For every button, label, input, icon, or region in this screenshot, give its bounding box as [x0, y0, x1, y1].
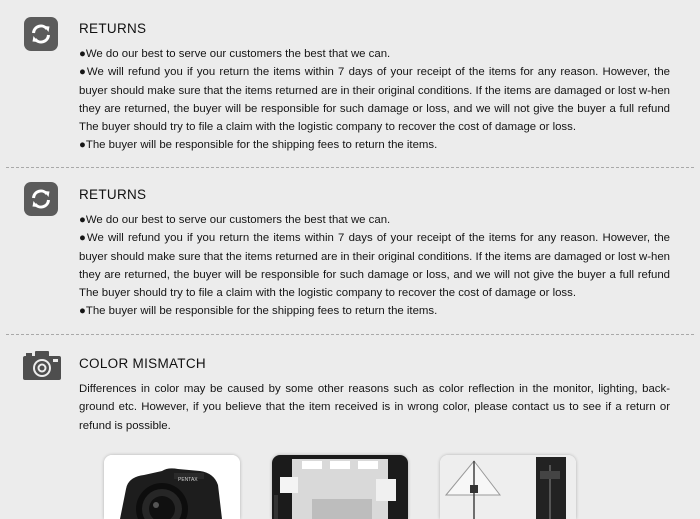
- body-line: ●We will refund you if you return the items within 7 days of your receipt of the items for any reason. However, the buyer should make sure that the items returned are in their original conditions. If the items are damaged or lost w-hen they are returned, the buyer will be responsible for such damage or loss, and we will not give the buyer a full refund The buyer should try to file a claim with the logistic company to recover the cost of damage or loss.: [79, 232, 670, 300]
- camera-icon: [22, 349, 62, 381]
- camera-photo: [104, 455, 240, 519]
- color-mismatch-section: [0, 335, 700, 514]
- section-title: COLOR MISMATCH: [79, 356, 206, 371]
- body-line: ●We will refund you if you return the items within 7 days of your receipt of the items for any reason. However, the buyer should make sure that the items returned are in their original conditions. If the items are damaged or lost w-hen they are returned, the buyer will be responsible for such damage or loss, and we will not give the buyer a full refund The buyer should try to file a claim with the logistic company to recover the cost of damage or loss.: [79, 66, 670, 134]
- studio-photo: [272, 455, 408, 519]
- returns-section-2: [0, 168, 700, 335]
- section-title: RETURNS: [79, 187, 147, 202]
- refresh-icon: [24, 182, 58, 216]
- camera-brand-label: PENTAX: [178, 477, 198, 483]
- section-body: [79, 380, 670, 435]
- umbrella-light-photo: [440, 455, 576, 519]
- body-text: Differences in color may be caused by some other reasons such as color reflection in the monitor, lighting, back-ground etc. However, if you believe that the item received is in wrong color, please contact us to see if a return or refund is possible.: [79, 383, 670, 432]
- body-line: ●The buyer will be responsible for the shipping fees to return the items.: [79, 305, 438, 318]
- body-line: ●We do our best to serve our customers the best that we can.: [79, 214, 391, 226]
- returns-section-1: [0, 0, 700, 168]
- section-body: [79, 211, 670, 321]
- body-line: ●We do our best to serve our customers the best that we can.: [79, 48, 391, 60]
- body-line: ●The buyer will be responsible for the shipping fees to return the items.: [79, 139, 438, 152]
- section-title: RETURNS: [79, 21, 147, 36]
- section-body: [79, 45, 670, 155]
- refresh-icon: [24, 17, 58, 51]
